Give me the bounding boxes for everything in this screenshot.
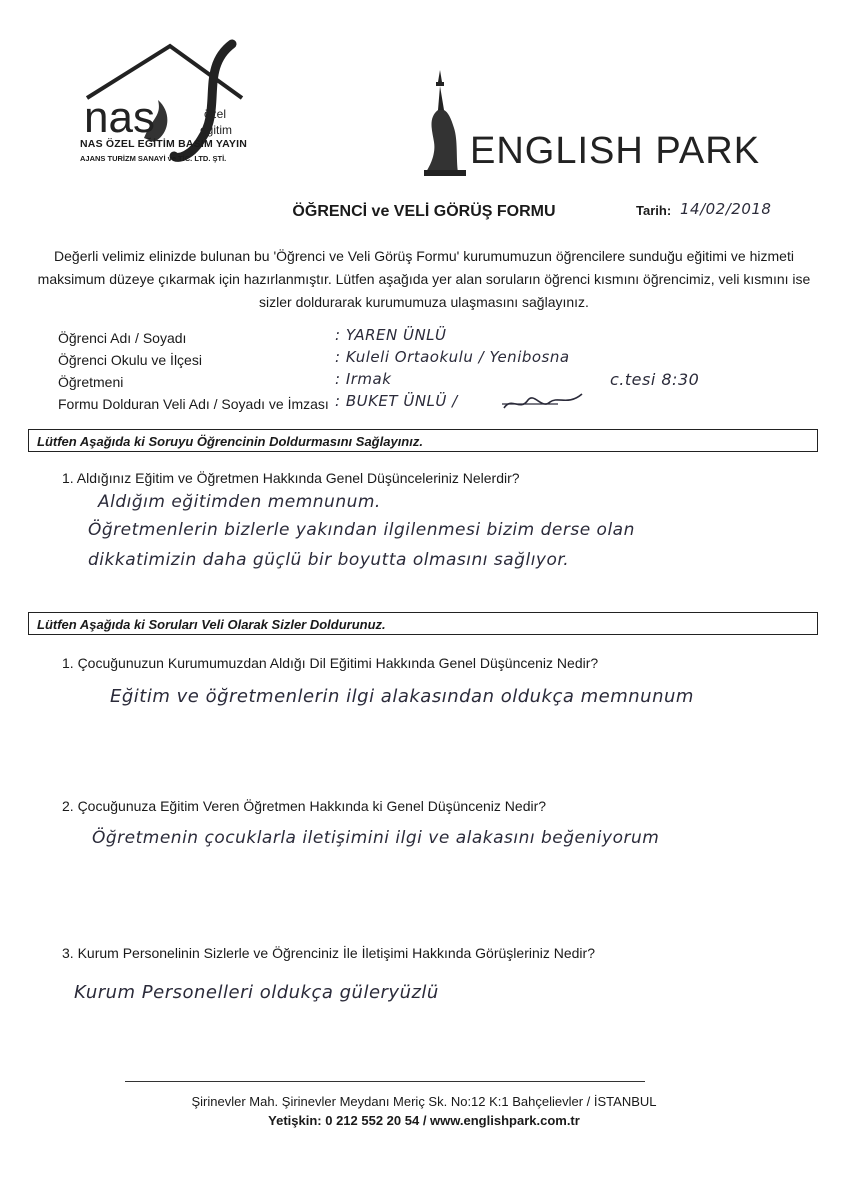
teacher-value: : Irmak xyxy=(335,370,392,388)
parent-question-3: 3. Kurum Personelinin Sizlerle ve Öğrenciniz İle İletişimi Hakkında Görüşleriniz Nedir? xyxy=(62,945,595,961)
date-label: Tarih: xyxy=(636,203,672,218)
form-title: ÖĞRENCİ ve VELİ GÖRÜŞ FORMU xyxy=(292,203,556,220)
school-value: : Kuleli Ortaokulu / Yenibosna xyxy=(335,348,570,366)
nas-logo xyxy=(82,38,257,173)
student-name-value: : YAREN ÜNLÜ xyxy=(335,326,447,344)
student-section-header: Lütfen Aşağıda ki Soruyu Öğrencinin Doldurmasını Sağlayınız. xyxy=(28,429,818,452)
parent-answer-1: Eğitim ve öğretmenlerin ilgi alakasından oldukça memnunum xyxy=(110,686,694,707)
date-value: 14/02/2018 xyxy=(680,200,772,218)
nas-subtagline: AJANS TURİZM SANAYİ ve TİC. LTD. ŞTİ. xyxy=(80,154,227,163)
parent-answer-2: Öğretmenin çocuklarla iletişimini ilgi ve alakasını beğeniyorum xyxy=(92,828,660,848)
nas-ozel: özel xyxy=(204,107,227,121)
time-note: c.tesi 8:30 xyxy=(610,370,700,389)
english-park-logo-text: ENGLISH PARK xyxy=(470,130,761,172)
parent-value: : BUKET ÜNLÜ / xyxy=(335,392,458,410)
footer-contact: Yetişkin: 0 212 552 20 54 / www.englishpark.com.tr xyxy=(268,1113,580,1128)
parent-question-2: 2. Çocuğunuza Eğitim Veren Öğretmen Hakkında ki Genel Düşünceniz Nedir? xyxy=(62,798,547,814)
signature xyxy=(498,388,588,418)
footer-address: Şirinevler Mah. Şirinevler Meydanı Meriç Sk. No:12 K:1 Bahçelievler / İSTANBUL xyxy=(191,1094,657,1109)
parent-answer-3: Kurum Personelleri oldukça güleryüzlü xyxy=(74,982,439,1003)
student-name-label: Öğrenci Adı / Soyadı xyxy=(58,330,187,346)
student-answer-line-1: Aldığım eğitimden memnunum. xyxy=(98,492,381,512)
nas-tagline: NAS ÖZEL EĞİTİM BASIM YAYIN xyxy=(80,138,248,150)
school-label: Öğrenci Okulu ve İlçesi xyxy=(58,352,202,368)
nas-brand: nas xyxy=(84,93,155,142)
parent-section-header: Lütfen Aşağıda ki Soruları Veli Olarak Sizler Doldurunuz. xyxy=(28,612,818,635)
intro-paragraph: Değerli velimiz elinizde bulunan bu 'Öğrenci ve Veli Görüş Formu' kurumumuzun öğrencilere sunduğu eğitimi ve hizmeti maksimum düzeye çıkarmak için hazırlanmıştır. Lütfen aşağıda yer alan soruların öğrenci kısmını öğrencimiz, veli kısmını ise sizler doldurarak kurumumuza ulaşmasını sağlayınız. xyxy=(37,248,811,310)
footer-divider xyxy=(125,1081,645,1082)
student-question-1: 1. Aldığınız Eğitim ve Öğretmen Hakkında Genel Düşünceleriniz Nelerdir? xyxy=(62,470,520,486)
parent-question-1: 1. Çocuğunuzun Kurumumuzdan Aldığı Dil Eğitimi Hakkında Genel Düşünceniz Nedir? xyxy=(62,655,599,671)
teacher-label: Öğretmeni xyxy=(58,374,124,390)
parent-label: Formu Dolduran Veli Adı / Soyadı ve İmzası xyxy=(58,396,329,412)
student-answer-line-3: dikkatimizin daha güçlü bir boyutta olmasını sağlıyor. xyxy=(88,550,570,570)
student-answer-line-2: Öğretmenlerin bizlerle yakından ilgilenmesi bizim derse olan xyxy=(88,520,635,540)
nas-egitim: eğitim xyxy=(200,123,233,137)
